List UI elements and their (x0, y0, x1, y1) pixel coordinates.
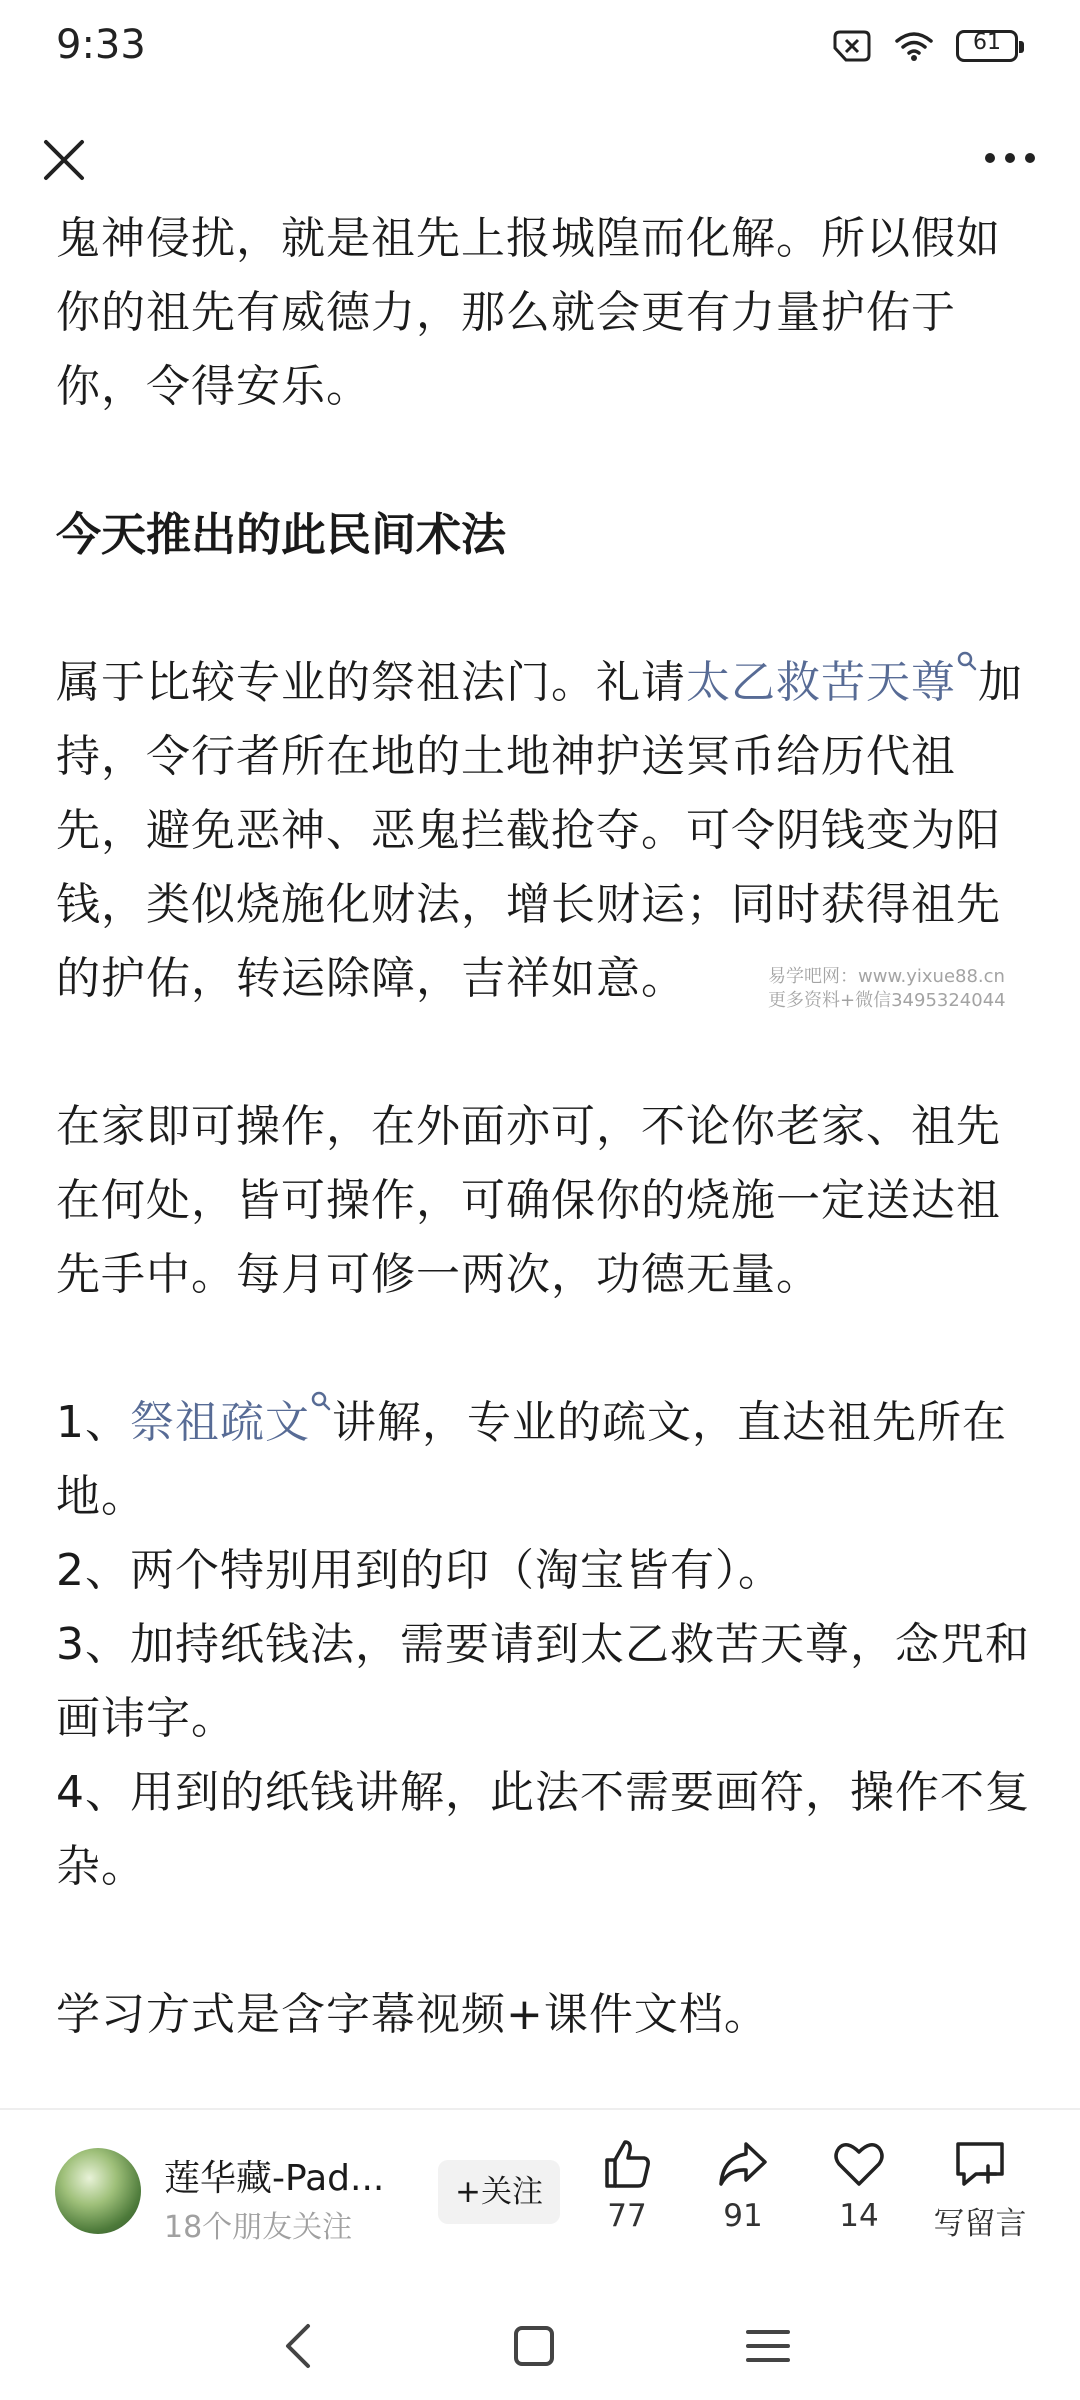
system-nav-bar (0, 2288, 1080, 2400)
list-item: 3、加持纸钱法，需要请到太乙救苦天尊，念咒和画讳字。 (56, 1619, 1030, 1744)
list-item: 2、两个特别用到的印（淘宝皆有）。 (56, 1545, 783, 1596)
back-icon[interactable] (270, 2316, 330, 2376)
share-icon (715, 2136, 771, 2192)
watermark-line: 更多资料+微信3495324044 (768, 990, 1006, 1011)
menu-icon[interactable] (738, 2316, 798, 2376)
search-icon[interactable] (956, 650, 978, 672)
author-name[interactable]: 莲华藏-Pad... (164, 2158, 385, 2199)
battery-icon (956, 30, 1018, 62)
more-icon[interactable] (980, 138, 1040, 178)
article-paragraph: 学习方式是含字幕视频+课件文档。 (56, 1989, 769, 2040)
heart-button[interactable] (804, 2136, 914, 2234)
list-item-prefix: 1、 (56, 1397, 130, 1448)
status-icons (832, 30, 1018, 62)
status-time: 9:33 (56, 22, 146, 68)
wifi-icon (894, 30, 934, 62)
thumb-up-icon (599, 2136, 655, 2192)
list-item (56, 1386, 1036, 1534)
share-button[interactable] (688, 2136, 798, 2234)
comment-icon (952, 2136, 1008, 2192)
heart-count: 14 (839, 2198, 879, 2234)
link-jizu-shuwen[interactable]: 祭祖疏文 (130, 1397, 310, 1448)
article-heading: 今天推出的此民间术法 (56, 508, 507, 561)
like-count: 77 (607, 2198, 647, 2234)
link-taiyi[interactable]: 太乙救苦天尊 (686, 657, 956, 708)
list-item-text: 讲解，专业的疏文，直达祖先所在地。 (56, 1397, 1007, 1522)
action-bar (0, 2108, 1080, 2290)
status-bar (0, 0, 1080, 110)
heart-icon (831, 2136, 887, 2192)
like-button[interactable] (572, 2136, 682, 2234)
home-icon[interactable] (504, 2316, 564, 2376)
sim-error-icon (832, 30, 872, 62)
watermark-line: 易学吧网：www.yixue88.cn (768, 966, 1005, 987)
paragraph-text: 属于比较专业的祭祖法门。礼请 (56, 657, 686, 708)
article-paragraph: 鬼神侵扰，就是祖先上报城隍而化解。所以假如你的祖先有威德力，那么就会更有力量护佑于你，令得安乐。 (56, 213, 1001, 412)
list-item: 4、用到的纸钱讲解，此法不需要画符，操作不复杂。 (56, 1767, 1030, 1892)
article-content (56, 202, 1036, 2082)
paragraph-text: 加持，令行者所在地的土地神护送冥币给历代祖先，避免恶神、恶鬼拦截抢夺。可令阴钱变为阳钱，类似烧施化财法，增长财运；同时获得祖先的护佑，转运除障，吉祥如意。 (56, 657, 1023, 1004)
close-icon[interactable] (36, 132, 92, 188)
share-count: 91 (723, 2198, 763, 2234)
article-paragraph (56, 646, 1036, 1016)
article-paragraph: 在家即可操作，在外面亦可，不论你老家、祖先在何处，皆可操作，可确保你的烧施一定送达祖先手中。每月可修一两次，功德无量。 (56, 1101, 1001, 1300)
comment-button[interactable] (920, 2136, 1040, 2243)
top-bar (0, 120, 1080, 200)
battery-level: 61 (973, 30, 1001, 55)
comment-label: 写留言 (933, 2206, 1027, 2242)
avatar[interactable] (55, 2148, 141, 2234)
search-icon[interactable] (310, 1390, 332, 1412)
friends-follow-count: 18个朋友关注 (164, 2210, 353, 2245)
follow-button[interactable]: +关注 (438, 2160, 560, 2224)
